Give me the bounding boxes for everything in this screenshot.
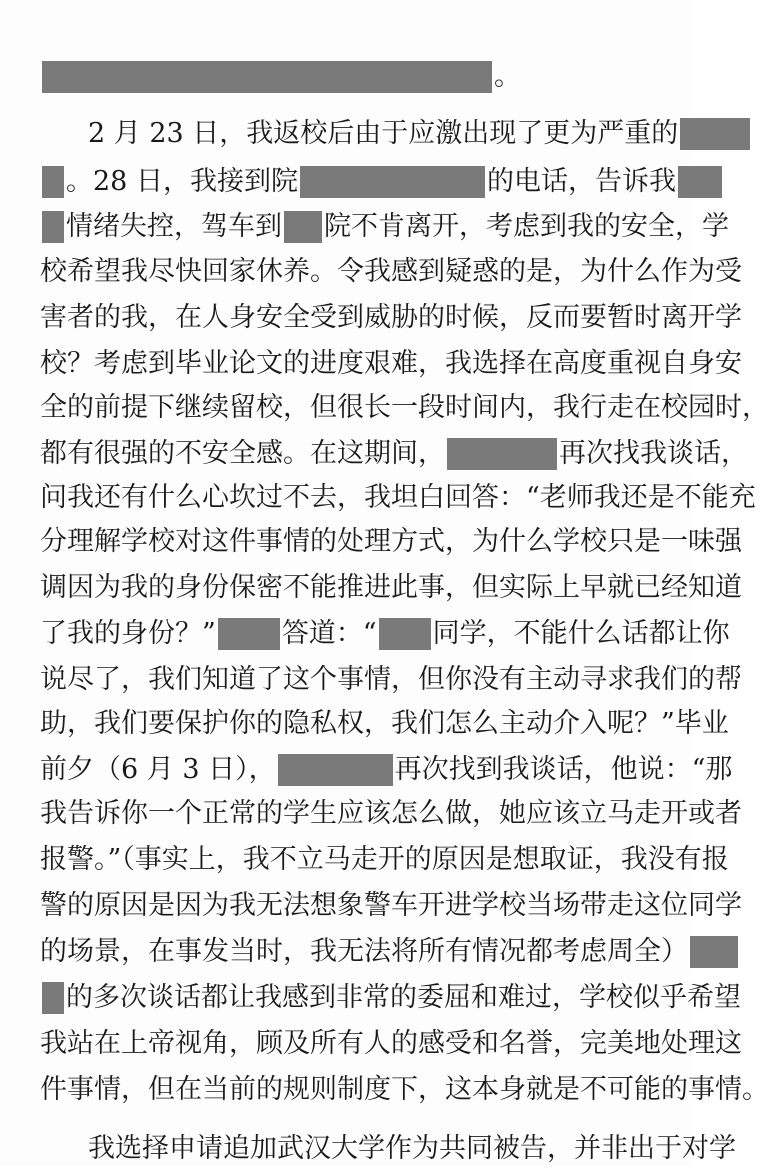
text-line bbox=[40, 702, 729, 746]
redaction-block bbox=[379, 618, 431, 650]
text-line bbox=[40, 566, 742, 610]
text-line bbox=[40, 792, 742, 836]
text-segment: 再次找我谈话， bbox=[559, 438, 748, 469]
text-segment: 全的前提下继续留校，但很长一段时间内，我行走在校园时， bbox=[40, 392, 769, 423]
text-segment: 的电话，告诉我 bbox=[486, 166, 676, 197]
redaction-block bbox=[690, 936, 738, 968]
text-segment: 都有很强的不安全感。在这期间， bbox=[40, 438, 445, 469]
text-line bbox=[40, 884, 742, 928]
text-line bbox=[40, 250, 742, 294]
redaction-block bbox=[42, 61, 492, 93]
text-segment: 校？考虑到毕业论文的进度艰难，我选择在高度重视自身安 bbox=[40, 348, 742, 379]
text-segment: 答道：“ bbox=[281, 618, 377, 649]
text-segment: 再次找到我谈话，他说：“那 bbox=[394, 754, 733, 785]
redaction-block bbox=[284, 211, 322, 243]
text-segment: 警的原因是因为我无法想象警车开进学校当场带走这位同学 bbox=[40, 890, 742, 921]
redaction-block bbox=[447, 438, 557, 470]
text-segment: 了我的身份？” bbox=[40, 618, 216, 649]
text-segment: 助，我们要保护你的隐私权，我们怎么主动介入呢？”毕业 bbox=[40, 708, 729, 739]
text-segment: 调因为我的身份保密不能推进此事，但实际上早就已经知道 bbox=[40, 572, 742, 603]
redaction-block bbox=[678, 166, 722, 198]
text-line bbox=[40, 55, 654, 99]
text-line bbox=[40, 612, 730, 656]
text-line bbox=[40, 1068, 769, 1112]
text-segment: 校希望我尽快回家休养。令我感到疑惑的是，为什么作为受 bbox=[40, 256, 742, 287]
text-segment: 分理解学校对这件事情的处理方式，为什么学校只是一味强 bbox=[40, 526, 742, 557]
text-segment: 件事情，但在当前的规则制度下，这本身就是不可能的事情。 bbox=[40, 1074, 769, 1105]
text-segment: 的多次谈话都让我感到非常的委屈和难过，学校似乎希望 bbox=[66, 982, 741, 1013]
redaction-block bbox=[680, 118, 750, 150]
text-line bbox=[40, 432, 748, 476]
text-segment: 的场景，在事发当时，我无法将所有情况都考虑周全） bbox=[40, 936, 688, 967]
text-segment: 害者的我，在人身安全受到威胁的时候，反而要暂时离开学 bbox=[40, 302, 742, 333]
text-segment: 说尽了，我们知道了这个事情，但你没有主动寻求我们的帮 bbox=[40, 664, 742, 695]
text-line bbox=[40, 1022, 742, 1066]
redaction-block bbox=[218, 618, 280, 650]
text-segment: 2 月 23 日，我返校后由于应激出现了更为严重的 bbox=[88, 118, 679, 149]
text-line bbox=[40, 342, 742, 386]
redaction-block bbox=[278, 754, 393, 786]
text-segment: 院不肯离开，考虑到我的安全，学 bbox=[324, 211, 729, 242]
text-segment: 报警。”（事实上，我不立马走开的原因是想取证，我没有报 bbox=[40, 844, 729, 875]
text-line bbox=[40, 386, 769, 430]
text-segment: 前夕（6 月 3 日）， bbox=[40, 754, 276, 785]
text-line bbox=[40, 658, 742, 702]
text-segment: 。28 日，我接到院 bbox=[66, 166, 298, 197]
text-line bbox=[40, 976, 741, 1020]
text-line bbox=[40, 296, 742, 340]
text-segment: 我选择申请追加武汉大学作为共同被告，并非出于对学 bbox=[88, 1133, 736, 1164]
redaction-block bbox=[42, 211, 64, 243]
text-line bbox=[40, 930, 688, 974]
text-line bbox=[40, 838, 729, 882]
text-segment: 同学，不能什么话都让你 bbox=[432, 618, 730, 649]
redaction-block bbox=[42, 166, 64, 198]
text-segment: 我告诉你一个正常的学生应该怎么做，她应该立马走开或者 bbox=[40, 798, 742, 829]
text-line bbox=[40, 748, 733, 792]
text-segment: 情绪失控，驾车到 bbox=[66, 211, 282, 242]
text-line bbox=[40, 205, 729, 249]
redaction-block bbox=[300, 166, 485, 198]
text-segment: 我站在上帝视角，顾及所有人的感受和名誉，完美地处理这 bbox=[40, 1028, 742, 1059]
text-line bbox=[40, 112, 679, 156]
text-line bbox=[40, 1127, 736, 1171]
text-line bbox=[40, 520, 742, 564]
redaction-block bbox=[42, 982, 64, 1014]
text-segment: 。 bbox=[494, 61, 521, 92]
text-segment: 问我还有什么心坎过不去，我坦白回答：“老师我还是不能充 bbox=[40, 482, 756, 513]
text-line bbox=[40, 476, 756, 520]
text-line bbox=[40, 160, 676, 204]
